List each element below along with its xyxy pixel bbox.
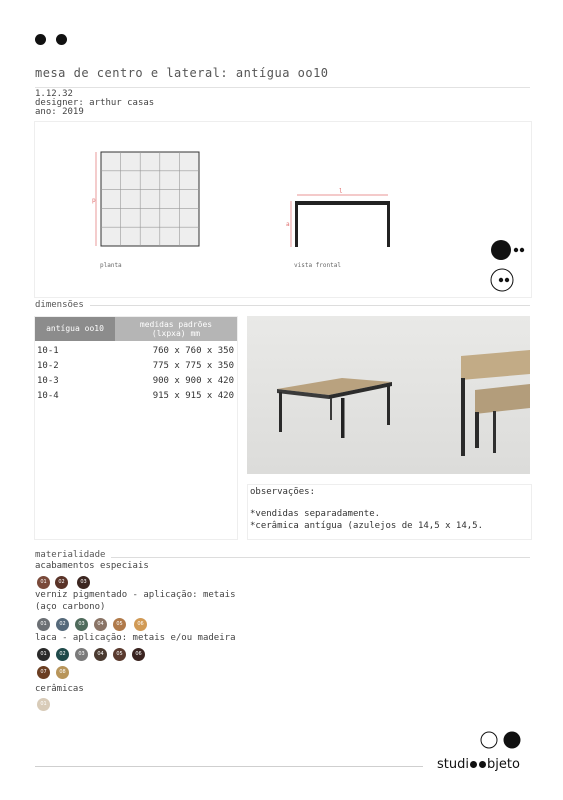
swatch[interactable]: 02 [56,648,69,661]
logo-left: studi [437,757,469,772]
footer-line [35,766,423,767]
row-code: 10-3 [37,376,59,386]
table-row [35,346,237,360]
swatch[interactable]: 03 [75,648,88,661]
front-width-label: l [339,188,343,195]
symbol-large-dot [491,240,511,260]
swatch[interactable]: 05 [113,618,126,631]
filled-circle-icon [504,732,521,749]
observations-box [247,484,532,540]
brand-dots [35,34,46,45]
materials-heading: materialidade [35,550,111,560]
logo-dot-icon [470,761,477,768]
material-group-title: laca - aplicação: metais e/ou madeira [35,633,236,643]
logo-dot-icon [479,761,486,768]
symbol-small-dot [514,248,518,252]
swatch[interactable]: 06 [134,618,147,631]
leg [461,378,465,456]
dimensions-heading: dimensões [35,300,90,310]
material-group-title: verniz pigmentado - aplicação: metais [35,590,236,600]
logo-right: bjeto [486,757,520,772]
drawings-svg [35,122,531,297]
swatch[interactable]: 04 [94,618,107,631]
page-title: mesa de centro e lateral: antígua oo10 [35,66,329,80]
front-leg-left [295,201,298,247]
info-code: 1.12.32 [35,89,73,99]
technical-drawings [34,121,532,298]
swatch[interactable]: 07 [37,666,50,679]
swatch[interactable]: 06 [132,648,145,661]
leg [387,385,390,425]
swatch[interactable]: 01 [37,618,50,631]
divider [35,87,530,88]
row-size: 915 x 915 x 420 [152,391,234,401]
front-height-label: a [286,221,290,228]
material-group-title: acabamentos especiais [35,561,149,571]
symbol-inner-dot [505,278,509,282]
table-top-tall [461,350,530,380]
symbol-small-dot [520,248,524,252]
material-group-title: cerâmicas [35,684,84,694]
row-code: 10-4 [37,391,59,401]
swatch[interactable]: 04 [94,648,107,661]
leg [493,411,496,453]
swatch[interactable]: 01 [37,698,50,711]
outline-circle-icon [481,732,497,748]
swatch[interactable]: 08 [56,666,69,679]
row-size: 900 x 900 x 420 [152,376,234,386]
row-size: 760 x 760 x 350 [152,346,234,356]
table-top-short [475,384,530,414]
table-row [35,361,237,375]
front-caption: vista frontal [294,262,341,269]
brand-logo [437,757,520,772]
observation-line: *cerâmica antígua (azulejos de 14,5 x 14,5. [250,521,483,531]
material-group-subtitle: (aço carbono) [35,602,106,612]
table-row [35,376,237,390]
leg [341,398,345,438]
leg [279,392,282,432]
swatch[interactable]: 01 [37,648,50,661]
table-header-model: antígua oo10 [35,317,115,341]
product-photo [247,316,530,474]
dimensions-table [34,316,238,540]
table-header-sizes [115,317,237,341]
leg [475,412,479,448]
observations-label: observações: [250,487,316,497]
front-leg-right [387,201,390,247]
swatch[interactable]: 02 [56,618,69,631]
front-top [295,201,390,205]
info-designer: designer: arthur casas [35,98,155,108]
plan-caption: planta [100,262,122,269]
footer-dots [479,730,525,750]
product-info [35,90,154,117]
row-code: 10-2 [37,361,59,371]
divider [35,305,530,306]
info-year: ano: 2019 [35,107,84,117]
swatch[interactable]: 03 [77,576,90,589]
plan-depth-label: p [92,197,96,204]
row-code: 10-1 [37,346,59,356]
swatch[interactable]: 02 [55,576,68,589]
plan-top [101,152,199,246]
swatch[interactable]: 03 [75,618,88,631]
photo-svg [247,316,530,474]
swatch[interactable]: 01 [37,576,50,589]
symbol-inner-dot [499,278,503,282]
row-size: 775 x 775 x 350 [152,361,234,371]
leg [330,398,332,420]
header-sizes-line2: (lxpxa) mm [151,329,201,338]
table-row [35,391,237,405]
swatch[interactable]: 05 [113,648,126,661]
brand-dots [56,34,67,45]
header-sizes-line1: medidas padrões [139,320,213,329]
observation-line: *vendidas separadamente. [250,509,381,519]
